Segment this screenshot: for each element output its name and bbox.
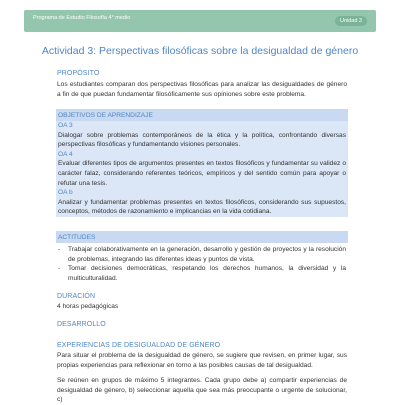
actitudes-label: ACTITUDES xyxy=(56,231,348,243)
duracion-label: DURACIÓN xyxy=(57,293,96,300)
experiencias-label: EXPERIENCIAS DE DESIGUALDAD DE GÉNERO xyxy=(57,342,221,349)
program-title: Programa de Estudio Filosofía 4° medio xyxy=(33,15,131,21)
activity-title: Actividad 3: Perspectivas filosóficas sobre la desigualdad de género xyxy=(41,45,359,57)
oa-text: Analizar y fundamentar problemas presentes en textos filosóficos, considerando sus supuestos, conceptos, métodos de razonamiento e implicancias en la vida cotidiana. xyxy=(58,198,346,216)
actitudes-list xyxy=(56,243,348,286)
experiencias-paragraph-1: Para situar el problema de la desigualdad de género, se sugiere que revisen, en primer lugar, sus propias experiencias para reflexionar en torno a las posibles causas de tal desigualdad. xyxy=(57,352,347,369)
proposito-label: PROPÓSITO xyxy=(57,70,100,77)
list-item xyxy=(58,245,346,264)
unit-badge: Unidad 3 xyxy=(335,16,367,26)
objetivos-label: OBJETIVOS DE APRENDIZAJE xyxy=(58,112,153,119)
objetivos-box xyxy=(56,109,348,217)
page-header xyxy=(24,10,376,32)
proposito-text: Los estudiantes comparan dos perspectivas filosóficas para analizar las desigualdades de género a fin de que puedan fundamentar filosóficamente sus opiniones sobre este problema. xyxy=(57,81,347,98)
oa-code: OA b xyxy=(58,189,73,197)
bullet-dash: - xyxy=(58,246,61,253)
actitud-text: Tomar decisiones democráticas, respetando los derechos humanos, la diversidad y la multiculturalidad. xyxy=(68,265,346,282)
oa-code: OA 4 xyxy=(58,150,73,158)
actitudes-box xyxy=(56,231,348,286)
oa-text: Evaluar diferentes tipos de argumentos presentes en textos filosóficos y fundamentar su validez o carácter falaz, considerando referentes teóricos, empíricos y del sentido común para apoyar o refutar una tesis. xyxy=(58,160,346,187)
list-item xyxy=(58,264,346,283)
oa-code: OA 3 xyxy=(58,122,73,129)
experiencias-paragraph-2: Se reúnen en grupos de máximo 5 integrantes. Cada grupo debe a) compartir experiencias de desigualdad de género, b) seleccionar aquella que sea más preocupante o urgente de solucionar, c) xyxy=(57,377,347,404)
duracion-text: 4 horas pedagógicas xyxy=(57,303,119,310)
actitud-text: Trabajar colaborativamente en la generación, desarrollo y gestión de proyectos y la resolución de problemas, integrando las diferentes ideas y puntos de vista. xyxy=(68,246,346,263)
bullet-dash: - xyxy=(58,265,61,273)
oa-text: Dialogar sobre problemas contemporáneos de la ética y la política, confrontando diversas perspectivas filosóficas y fundamentando visiones personales. xyxy=(58,131,346,149)
objetivos-list xyxy=(56,121,348,217)
desarrollo-label: DESARROLLO xyxy=(57,321,106,328)
